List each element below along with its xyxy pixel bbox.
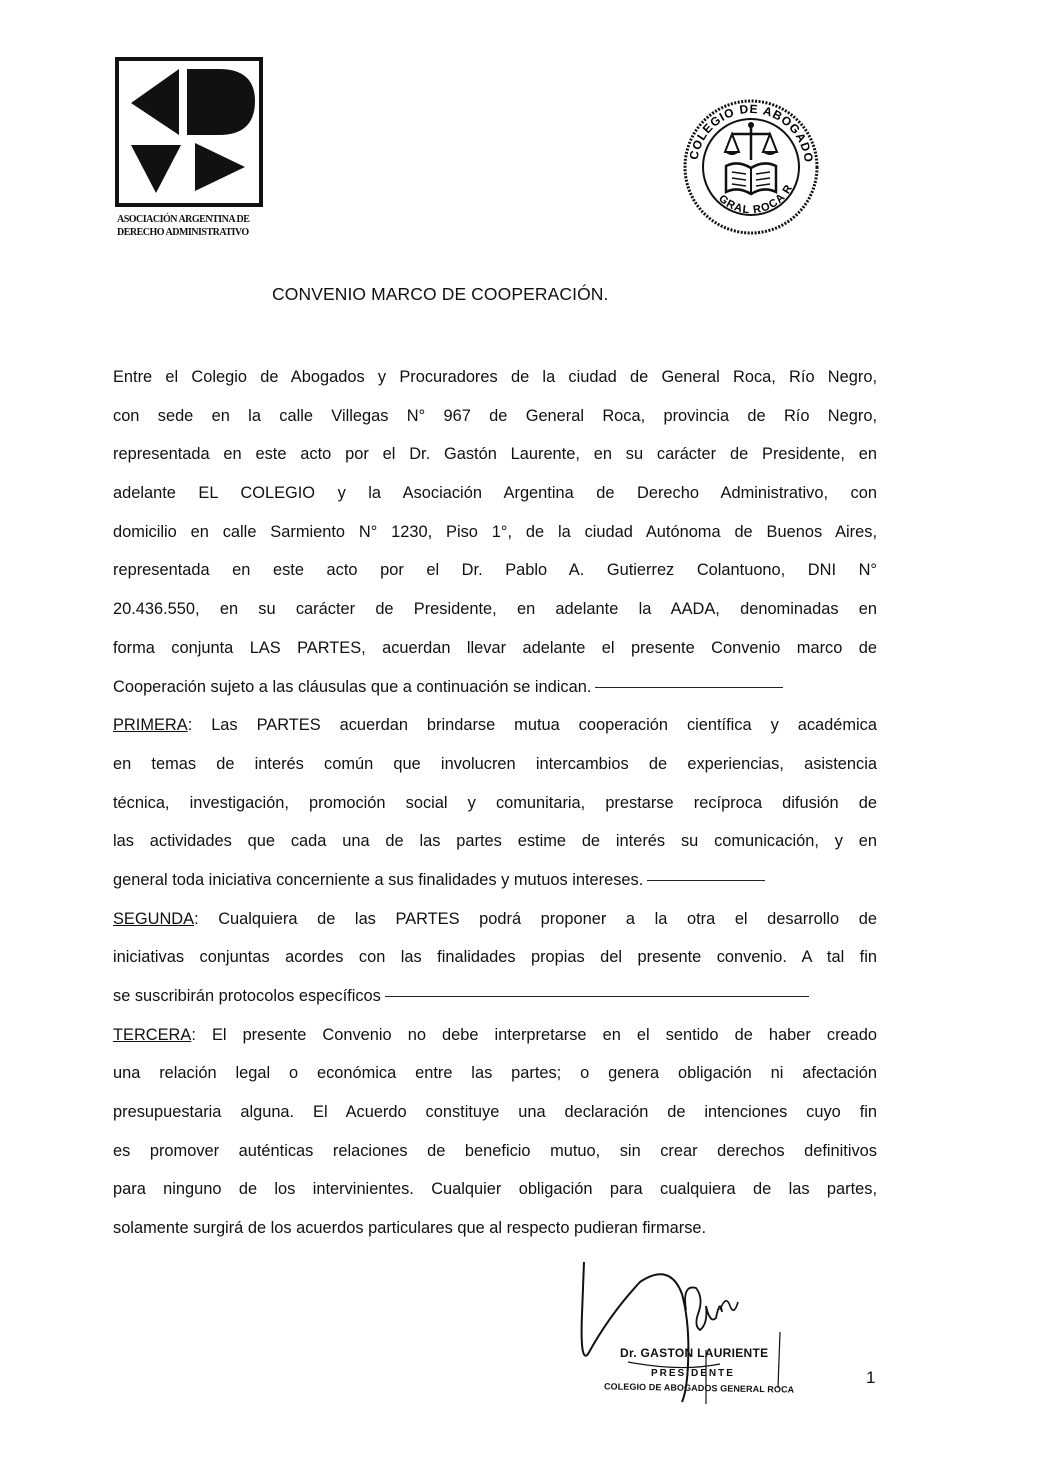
aada-logo-shapes bbox=[119, 61, 259, 203]
page-number: 1 bbox=[866, 1368, 876, 1387]
clause-primera-label: PRIMERA bbox=[113, 716, 188, 735]
intro-line: representada en este acto por el Dr. Gastón Laurente, en su carácter de Presidente, en bbox=[113, 445, 877, 464]
clause-tercera-line: para ninguno de los intervinientes. Cualquier obligación para cualquiera de las partes, bbox=[113, 1180, 877, 1199]
clause-segunda-line-text: se suscribirán protocolos específicos bbox=[113, 987, 381, 1005]
clause-tercera-line: una relación legal o económica entre las partes; o genera obligación ni afectación bbox=[113, 1064, 877, 1083]
clause-tercera-first-line bbox=[113, 1016, 877, 1055]
clause-primera-line: las actividades que cada una de las partes estime de interés su comunicación, y en bbox=[113, 832, 877, 851]
filler-dash bbox=[385, 996, 809, 997]
intro-line: domicilio en calle Sarmiento N° 1230, Piso 1°, de la ciudad Autónoma de Buenos Aires, bbox=[113, 522, 877, 541]
intro-line-text: Cooperación sujeto a las cláusulas que a continuación se indican. bbox=[113, 677, 592, 696]
clause-primera-line-last bbox=[113, 861, 877, 900]
clause-primera-line-text: general toda iniciativa concerniente a sus finalidades y mutuos intereses. bbox=[113, 870, 644, 889]
seal-bottom-text: GRAL ROCA R bbox=[716, 182, 796, 217]
clause-primera-line: en temas de interés común que involucren intercambios de experiencias, asistencia bbox=[113, 754, 877, 773]
colegio-abogados-seal bbox=[680, 96, 822, 238]
clause-tercera-label: TERCERA bbox=[113, 1025, 192, 1044]
clause-segunda-label: SEGUNDA bbox=[113, 909, 195, 928]
aada-logo-caption bbox=[117, 213, 277, 239]
clause-tercera-line-last: solamente surgirá de los acuerdos particulares que al respecto pudieran firmarse. bbox=[113, 1219, 707, 1238]
clause-tercera-line: es promover auténticas relaciones de beneficio mutuo, sin crear derechos definitivos bbox=[113, 1141, 877, 1160]
intro-line: adelante EL COLEGIO y la Asociación Argentina de Derecho Administrativo, con bbox=[113, 484, 877, 503]
aada-logo-mark bbox=[115, 57, 263, 207]
document-title: CONVENIO MARCO DE COOPERACIÓN. bbox=[272, 284, 609, 304]
intro-line: Entre el Colegio de Abogados y Procuradores de la ciudad de General Roca, Río Negro, bbox=[113, 368, 877, 386]
seal-top-text: COLEGIO DE ABOGADO bbox=[686, 101, 816, 164]
aada-caption-line2: DERECHO ADMINISTRATIVO bbox=[117, 227, 249, 238]
signatory-organization: COLEGIO DE ABOGADOS GENERAL ROCA bbox=[603, 1381, 795, 1395]
aada-caption-line1: ASOCIACIÓN ARGENTINA DE bbox=[117, 214, 250, 225]
intro-line: 20.436.550, en su carácter de Presidente, en adelante la AADA, denominadas en bbox=[113, 600, 877, 619]
filler-dash bbox=[647, 880, 765, 881]
clause-segunda-line: iniciativas conjuntas acordes con las finalidades propias del presente convenio. A tal fin bbox=[113, 948, 877, 967]
intro-line: con sede en la calle Villegas N° 967 de General Roca, provincia de Río Negro, bbox=[113, 406, 877, 425]
clause-tercera-line: presupuestaria alguna. El Acuerdo constituye una declaración de intenciones cuyo fin bbox=[113, 1103, 877, 1122]
clause-segunda-line-last bbox=[113, 977, 877, 1016]
intro-line-last bbox=[113, 668, 877, 707]
document-body bbox=[113, 358, 877, 1248]
signatory-name: Dr. GASTON LAURIENTE bbox=[620, 1346, 769, 1360]
clause-segunda-text: : Cualquiera de las PARTES podrá proponer a la otra el desarrollo de bbox=[194, 909, 877, 928]
aada-logo bbox=[115, 57, 271, 247]
intro-line: forma conjunta LAS PARTES, acuerdan llevar adelante el presente Convenio marco de bbox=[113, 638, 877, 657]
seal-graphic bbox=[680, 96, 822, 238]
clause-primera-text: : Las PARTES acuerdan brindarse mutua cooperación científica y académica bbox=[187, 716, 877, 735]
intro-line: representada en este acto por el Dr. Pablo A. Gutierrez Colantuono, DNI N° bbox=[113, 561, 877, 580]
clause-tercera-text: : El presente Convenio no debe interpretarse en el sentido de haber creado bbox=[191, 1025, 877, 1044]
clause-segunda-first-line bbox=[113, 900, 877, 939]
clause-primera-line: técnica, investigación, promoción social y comunitaria, prestarse recíproca difusión de bbox=[113, 793, 877, 812]
filler-dash bbox=[595, 687, 783, 688]
clause-primera-first-line bbox=[113, 706, 877, 745]
signatory-role: PRESIDENTE bbox=[651, 1368, 735, 1379]
